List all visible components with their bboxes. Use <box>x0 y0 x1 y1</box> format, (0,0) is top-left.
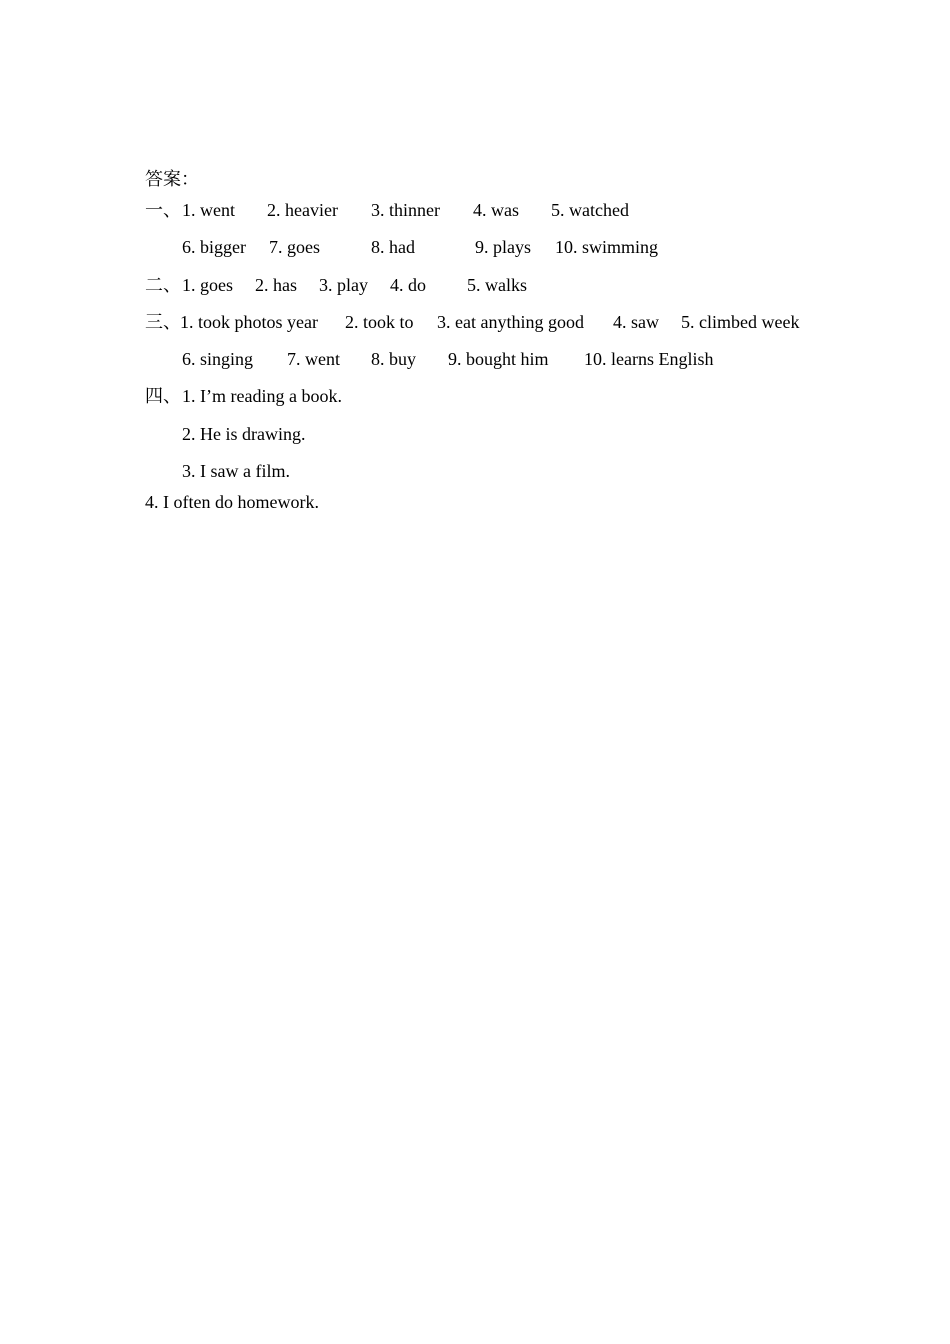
section-1-row-2 <box>145 236 845 258</box>
section-4-marker: 四、 <box>145 386 181 406</box>
answer-item: 10. learns English <box>584 349 714 369</box>
answer-item: 3. play <box>319 275 368 295</box>
answer-item: 7. goes <box>269 237 320 257</box>
answer-item: 4. was <box>473 200 519 220</box>
answer-item: 9. bought him <box>448 349 549 369</box>
section-2-row-1 <box>145 274 845 296</box>
answer-item: 4. do <box>390 275 426 295</box>
answer-sentence: 3. I saw a film. <box>182 461 290 481</box>
answer-item: 1. took photos year <box>180 312 318 332</box>
answer-item: 1. goes <box>182 275 233 295</box>
answer-item: 6. singing <box>182 349 254 369</box>
answer-item: 5. watched <box>551 200 629 220</box>
section-4-row-1 <box>145 385 845 407</box>
answer-item: 2. has <box>255 275 297 295</box>
section-3-row-2 <box>145 348 845 370</box>
answer-item: 5. walks <box>467 275 527 295</box>
answer-item: 2. heavier <box>267 200 338 220</box>
section-3-row-1 <box>145 311 845 333</box>
answer-item: 8. had <box>371 237 415 257</box>
answer-item: 3. thinner <box>371 200 440 220</box>
answers-heading: 答案： <box>145 169 199 189</box>
answer-item: 2. took to <box>345 312 414 332</box>
answer-item: 9. plays <box>475 237 531 257</box>
section-3-marker: 三、 <box>145 312 181 332</box>
answer-item: 6. bigger <box>182 237 246 257</box>
answer-item: 1. went <box>182 200 235 220</box>
answer-item: 3. eat anything good <box>437 312 584 332</box>
section-1-row-1 <box>145 199 845 221</box>
answer-item: 8. buy <box>371 349 416 369</box>
answer-item: 5. climbed week <box>681 312 800 332</box>
answer-sentence: 4. I often do homework. <box>145 492 319 512</box>
answer-item: 10. swimming <box>555 237 659 257</box>
answer-item: 4. saw <box>613 312 659 332</box>
section-2-marker: 二、 <box>145 275 181 295</box>
answer-sentence: 1. I’m reading a book. <box>182 386 342 406</box>
section-1-marker: 一、 <box>145 200 181 220</box>
answer-sentence: 2. He is drawing. <box>182 424 306 444</box>
answer-item: 7. went <box>287 349 340 369</box>
